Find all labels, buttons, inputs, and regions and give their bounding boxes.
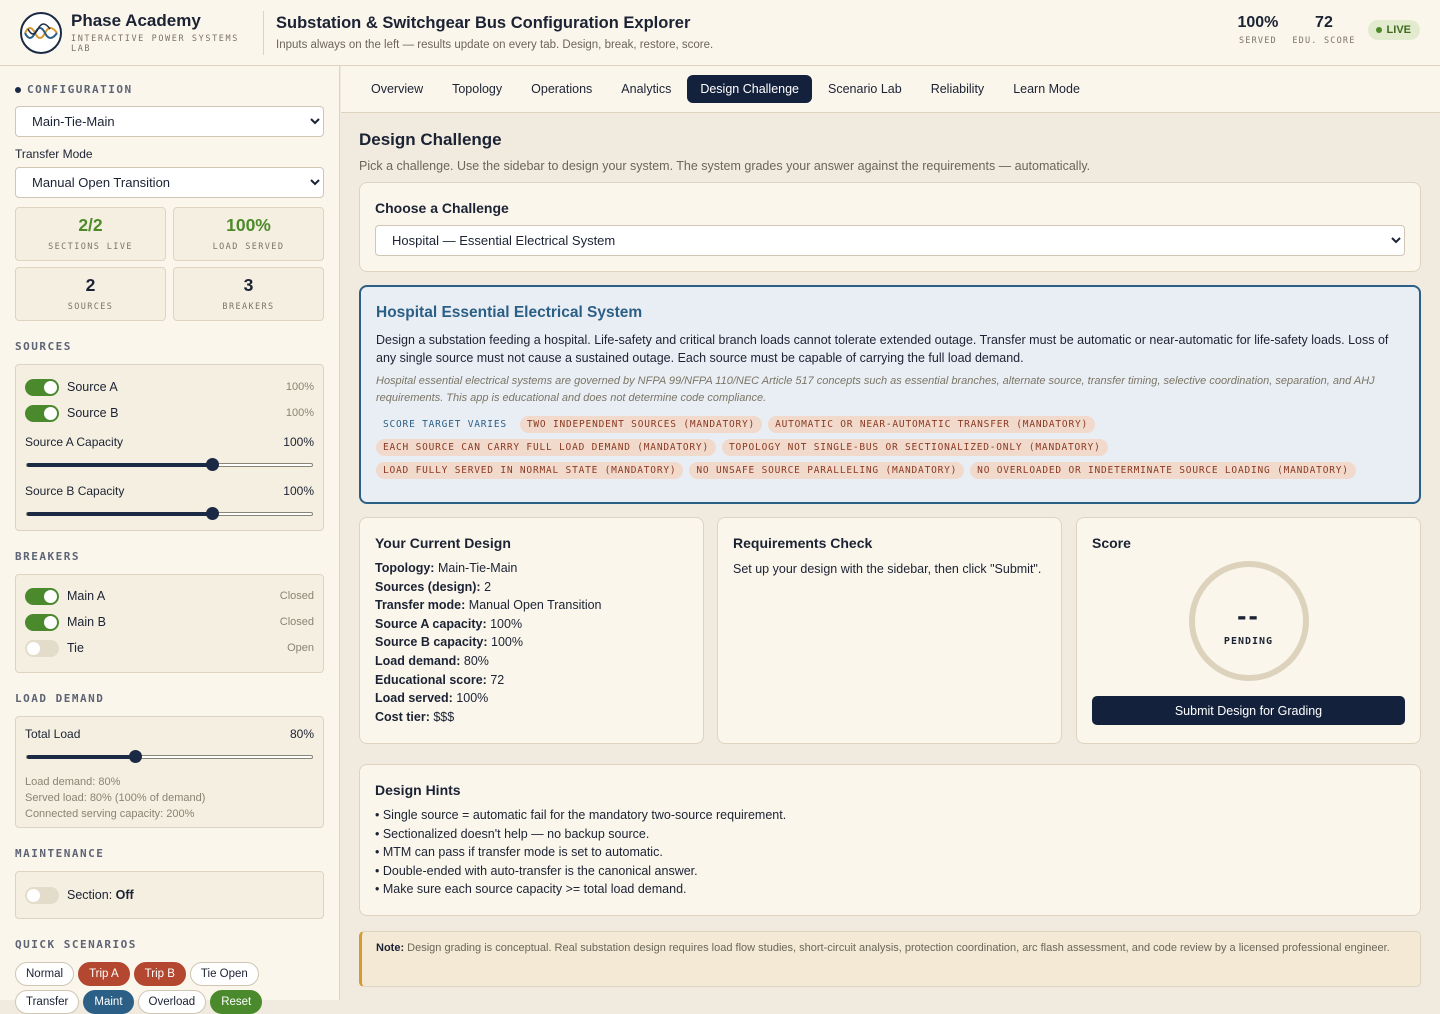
tab-operations[interactable]: Operations — [531, 82, 593, 96]
sidebar — [0, 66, 340, 1008]
requirement-tag: AUTOMATIC OR NEAR-AUTOMATIC TRANSFER (MANDATORY) — [768, 416, 1095, 433]
page-subtitle: Pick a challenge. Use the sidebar to design your system. The system grades your answer against the requirements — automatically. — [359, 159, 1091, 173]
challenge-code-note: Hospital essential electrical systems are governed by NFPA 99/NFPA 110/NEC Article 517 concepts such as essential branches, alternate source, transfer timing, selective coordination, separation, and AHJ requirements. This app is educational and does not determine code compliance. — [376, 375, 1375, 404]
scenario-maint-button[interactable]: Maint — [83, 990, 133, 1014]
source-a-capacity-slider[interactable] — [26, 463, 313, 467]
design-hints-title: Design Hints — [375, 782, 461, 798]
scenario-reset-button[interactable]: Reset — [210, 990, 262, 1014]
brand-subtitle: INTERACTIVE POWER SYSTEMS LAB — [71, 34, 239, 54]
score-ring — [1189, 561, 1309, 681]
requirements-check-card — [717, 517, 1062, 744]
design-row: Educational score: 72 — [375, 672, 505, 687]
breaker-main-a-toggle[interactable] — [25, 588, 59, 605]
topology-select[interactable] — [15, 106, 324, 137]
requirements-check-text: Set up your design with the sidebar, then click "Submit". — [733, 562, 1042, 576]
breaker-main-b-toggle[interactable] — [25, 614, 59, 631]
requirements-check-title: Requirements Check — [733, 535, 873, 551]
transfer-mode-select[interactable] — [15, 167, 324, 198]
live-label: LIVE — [1386, 24, 1411, 36]
served-label: SERVED — [1238, 36, 1277, 46]
scenario-overload-button[interactable]: Overload — [138, 990, 207, 1014]
total-load-slider[interactable] — [26, 755, 313, 759]
scenario-tie-open-button[interactable]: Tie Open — [190, 962, 259, 986]
score-stat — [1292, 14, 1355, 46]
breakers-section-title: BREAKERS — [15, 550, 80, 563]
sources-panel — [15, 364, 324, 531]
requirement-tag: NO OVERLOADED OR INDETERMINATE SOURCE LOADING (MANDATORY) — [970, 462, 1356, 479]
maintenance-section-title: MAINTENANCE — [15, 847, 105, 860]
tab-design-challenge[interactable]: Design Challenge — [687, 75, 812, 103]
current-design-card — [359, 517, 704, 744]
challenge-description: Design a substation feeding a hospital. Life-safety and critical branch loads cannot tolerate extended outage. Transfer must be automatic or near-automatic for life-safety loads. Loss of any single source must not cause a sustained outage. Each source must be capable of carrying the full load demand. — [376, 333, 1389, 365]
tab-learn-mode[interactable]: Learn Mode — [1013, 82, 1080, 96]
choose-challenge-title: Choose a Challenge — [375, 200, 509, 216]
sources-section-title: SOURCES — [15, 340, 72, 353]
page-title: Design Challenge — [359, 130, 502, 149]
brand-name: Phase Academy — [71, 11, 201, 30]
hint-item: • Sectionalized doesn't help — no backup source. — [375, 826, 650, 841]
design-row: Transfer mode: Manual Open Transition — [375, 598, 602, 613]
tab-overview[interactable]: Overview — [371, 82, 424, 96]
live-dot-icon — [1376, 27, 1382, 33]
hint-item: • Double-ended with auto-transfer is the canonical answer. — [375, 863, 698, 878]
tab-topology[interactable]: Topology — [452, 82, 503, 96]
breaker-tie-toggle[interactable] — [25, 640, 59, 657]
score-ring-value: -- — [1237, 599, 1260, 631]
bullet-icon — [15, 87, 21, 93]
design-rows — [375, 559, 688, 726]
source-b-toggle[interactable] — [25, 405, 59, 422]
hints-list — [375, 806, 1405, 899]
load-panel — [15, 716, 324, 828]
load-note-1: Load demand: 80% — [25, 776, 121, 788]
source-a-toggle[interactable] — [25, 379, 59, 396]
requirement-tag: TOPOLOGY NOT SINGLE-BUS OR SECTIONALIZED-ONLY (MANDATORY) — [722, 439, 1108, 456]
score-ring-label: PENDING — [1223, 635, 1274, 647]
kpi-breakers: 3 BREAKERS — [173, 267, 324, 321]
total-load-label: Total Load 80% — [25, 727, 314, 741]
breaker-main-b-row: Main B Closed — [25, 609, 314, 635]
live-badge — [1368, 20, 1420, 40]
design-row: Cost tier: $$$ — [375, 709, 455, 724]
source-a-row: Source A 100% — [25, 374, 314, 400]
score-title: Score — [1092, 535, 1131, 551]
breaker-tie-row: Tie Open — [25, 635, 314, 661]
kpi-load-served: 100% LOAD SERVED — [173, 207, 324, 261]
kpi-sections-live: 2/2 SECTIONS LIVE — [15, 207, 166, 261]
load-note-2: Served load: 80% (100% of demand) — [25, 792, 206, 804]
design-row: Load demand: 80% — [375, 653, 489, 668]
design-hints-card — [359, 764, 1421, 916]
breaker-main-a-row: Main A Closed — [25, 583, 314, 609]
main-panel — [341, 66, 1440, 1000]
config-section-title: CONFIGURATION — [15, 83, 324, 96]
scenario-transfer-button[interactable]: Transfer — [15, 990, 79, 1014]
design-row: Load served: 100% — [375, 691, 489, 706]
source-b-capacity-label: Source B Capacity 100% — [25, 484, 314, 498]
grading-note — [359, 931, 1421, 987]
design-row: Source B capacity: 100% — [375, 635, 524, 650]
source-b-capacity-slider[interactable] — [26, 512, 313, 516]
score-value: 72 — [1315, 14, 1333, 31]
score-label: EDU. SCORE — [1292, 36, 1356, 46]
transfer-mode-label: Transfer Mode — [15, 147, 93, 161]
requirement-tag: NO UNSAFE SOURCE PARALLELING (MANDATORY) — [689, 462, 964, 479]
maintenance-panel — [15, 871, 324, 919]
served-stat — [1237, 14, 1278, 46]
requirement-tag: TWO INDEPENDENT SOURCES (MANDATORY) — [520, 416, 762, 433]
kpi-sources: 2 SOURCES — [15, 267, 166, 321]
load-note-3: Connected serving capacity: 200% — [25, 808, 195, 820]
score-target-tag: SCORE TARGET VARIES — [383, 419, 507, 430]
phase-logo-icon — [20, 12, 62, 54]
scenario-normal-button[interactable]: Normal — [15, 962, 74, 986]
design-row: Topology: Main-Tie-Main — [375, 561, 518, 575]
source-a-capacity-label: Source A Capacity 100% — [25, 435, 314, 449]
choose-challenge-card — [359, 182, 1421, 272]
hint-item: • Make sure each source capacity >= total load demand. — [375, 882, 687, 897]
scenarios-section-title: QUICK SCENARIOS — [15, 938, 137, 951]
design-row: Sources (design): 2 — [375, 579, 492, 594]
challenge-detail-card — [359, 285, 1421, 504]
requirement-tag: EACH SOURCE CAN CARRY FULL LOAD DEMAND (MANDATORY) — [376, 439, 716, 456]
note-text: Design grading is conceptual. Real substation design requires load flow studies, short-circuit analysis, protection coordination, arc flash assessment, and code review by a licensed professional engineer. — [407, 942, 1390, 954]
source-b-row: Source B 100% — [25, 400, 314, 426]
scenario-chips — [15, 962, 324, 1014]
hint-item: • MTM can pass if transfer mode is set to automatic. — [375, 845, 663, 860]
tab-scenario-lab[interactable]: Scenario Lab — [828, 82, 902, 96]
maintenance-toggle[interactable] — [25, 887, 59, 904]
note-label: Note: — [376, 942, 405, 954]
challenge-title: Hospital Essential Electrical System — [376, 304, 643, 321]
score-card — [1076, 517, 1421, 744]
design-row: Source A capacity: 100% — [375, 616, 523, 631]
tab-bar — [341, 66, 1440, 113]
current-design-title: Your Current Design — [375, 535, 511, 551]
scenario-trip-b-button[interactable]: Trip B — [134, 962, 186, 986]
served-value: 100% — [1237, 14, 1279, 31]
tab-analytics[interactable]: Analytics — [621, 82, 672, 96]
requirement-tags — [376, 416, 1404, 479]
load-section-title: LOAD DEMAND — [15, 692, 105, 705]
requirement-tag: LOAD FULLY SERVED IN NORMAL STATE (MANDATORY) — [376, 462, 683, 479]
scenario-trip-a-button[interactable]: Trip A — [78, 962, 130, 986]
app-subtitle: Inputs always on the left — results update on every tab. Design, break, restore, score. — [276, 39, 714, 51]
maintenance-row: Section: Off — [25, 882, 314, 908]
challenge-select[interactable] — [375, 225, 1405, 256]
hint-item: • Single source = automatic fail for the mandatory two-source requirement. — [375, 808, 787, 822]
tab-reliability[interactable]: Reliability — [930, 82, 985, 96]
app-header — [0, 0, 1440, 66]
breakers-panel — [15, 574, 324, 673]
submit-design-button[interactable]: Submit Design for Grading — [1092, 696, 1405, 725]
app-title: Substation & Switchgear Bus Configuration Explorer — [276, 14, 691, 32]
